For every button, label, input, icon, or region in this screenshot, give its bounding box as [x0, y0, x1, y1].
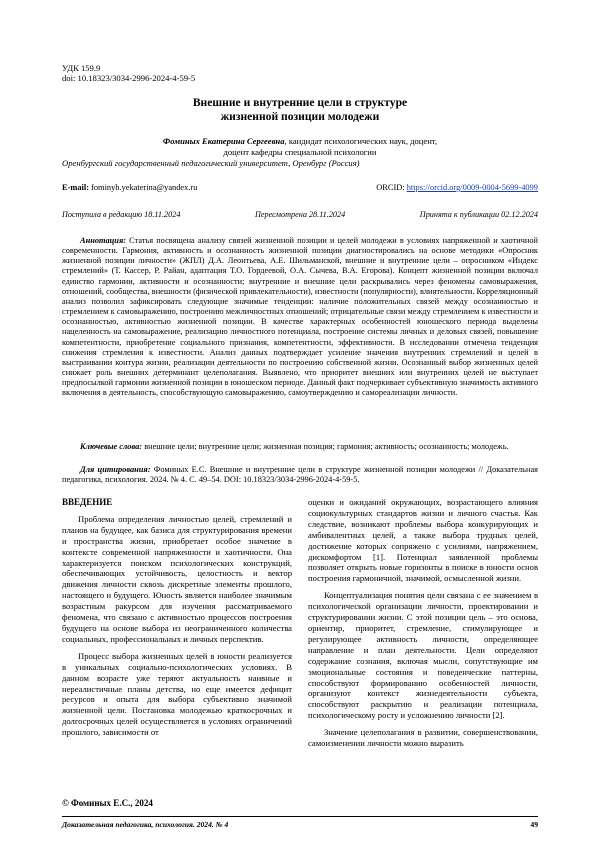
- date-accepted: Принята к публикации 02.12.2024: [419, 210, 538, 219]
- date-revised: Пересмотрена 28.11.2024: [255, 210, 346, 219]
- doi[interactable]: doi: 10.18323/3034-2996-2024-4-59-5: [62, 73, 196, 84]
- body-column-left: [62, 497, 292, 744]
- date-received: Поступила в редакцию 18.11.2024: [62, 210, 181, 219]
- email-link[interactable]: fominyh.yekaterina@yandex.ru: [91, 183, 198, 192]
- title-line-2: жизненной позиции молодежи: [220, 110, 380, 123]
- body-paragraph: Концептуализация понятия цели связана с ее значением в психологической организации личности, проектировании и структурировании жизни. С этой позиции цель – это основа, ориентир, приоритет, стремление, стимулирующее и регулирующее активность личности, определяющее направление и план деятельности. Цели определяют содержание сознания, включая мысли, сопутствующие им эмоциональные состояния и поведенческие паттерны, способствуют формированию особенностей личности, организуют контекст жизнедеятельности субъекта, способствуют раскрытию и реализации потенциала, психологическому росту и усложнению личности [2].: [308, 590, 538, 721]
- orcid-block: [376, 183, 538, 192]
- citation: [62, 465, 538, 485]
- author-line-1: [62, 136, 538, 147]
- author-block: [62, 136, 538, 169]
- author-department: доцент кафедры специальной психологии: [223, 147, 377, 157]
- submission-dates: [62, 210, 538, 219]
- footer-divider: [62, 816, 538, 817]
- article-page: [62, 0, 538, 848]
- keywords: [62, 442, 538, 452]
- article-title: [62, 96, 538, 124]
- citation-label: Для цитирования:: [80, 465, 151, 474]
- copyright-notice: © Фоминых Е.С., 2024: [62, 798, 153, 808]
- page-number: 49: [530, 820, 538, 829]
- citation-text: Фоминых Е.С. Внешние и внутренние цели в структуре жизненной позиции молодежи // Доказательная педагогика, психология. 2024. № 4. С. 49–54. DOI: 10.18323/3034-2996-2024-4-59-5.: [62, 465, 538, 485]
- section-heading: ВВЕДЕНИЕ: [62, 497, 113, 507]
- body-column-right: [308, 497, 538, 755]
- author-position: , кандидат психологических наук, доцент,: [284, 136, 438, 146]
- orcid-label: ORCID:: [376, 183, 405, 192]
- email-block: [62, 183, 197, 192]
- keywords-label: Ключевые слова:: [80, 442, 143, 451]
- body-paragraph: оценки и ожиданий окружающих, возрастающего влияния социокультурных стандартов жизни и личного счастья. Как следствие, возникают проблемы выбора конкурирующих и амбивалентных целей, а также выбора трудных целей, достижение которых сопряжено с усилиями, напряжением, дискомфортом [1]. Потенциал заявленной проблемы позволяет открыть новые горизонты в поиске в юности основ построения гармоничной, значимой, осмысленной жизни.: [308, 497, 538, 584]
- keywords-text: внешние цели; внутренние цели; жизненная позиция; гармония; активность; осознанность; молодежь.: [144, 442, 509, 451]
- author-organization: Оренбургский государственный педагогический университет, Оренбург (Россия): [62, 158, 360, 168]
- abstract-text: Статья посвящена анализу связей жизненной позиции и целей молодежи в условиях напряженной и хаотичной современности. Гармония, активность и осознанность жизненной позиции диагностировались на основе методики «Опросник жизненной позиции личности» (ЖПЛ) Д.А. Леонтьева, А.Е. Шильманской, внешние и внутренние цели – опросником «Индекс стремлений» (Т. Кассер, Р. Райан, адаптация Т.О. Гордеевой, О.А. Сычева, В.А. Егорова). Концепт жизненной позиции включал единство гармонии, активности и осознанности; внутренние и внешние цели раскрывались через феномены самовыражения, отношений, сообщества, внешности (физической привлекательности), известности (популярности), влиятельности. Корреляционный анализ позволил зафиксировать следующие значимые тенденции: наличие положительных связей между осознанностью и стремлением к самовыражению, построению межличностных отношений; отрицательные связи между стремлением к известности и осознанностью, активностью жизненной позиции. В качестве характерных особенностей юношеского периода выделены нацеленность на самовыражение, реализацию личностного потенциала, построение системы личных и деловых связей, повышение компетентности, приобретение социального признания, компетентности, эффективности. В исследовании отмечена тенденция снижения стремления к известности. Анализ данных подтверждает усиление значения внутренних стремлений и целей в выстраивании контура жизни, реализации деятельности по построению собственной жизни. Осознанный выбор жизненных целей снижает роль внешних детерминант целеполагания. Выявлено, что приоритет внешних или внутренних целей не выступает предпосылкой гармонии жизненной позиции в юношеском периоде. Данный факт подчеркивает субъективную значимость активного включения в деятельность, способствующую самовыражению, самоутверждению и самореализации личности.: [62, 236, 538, 398]
- journal-name: Доказательная педагогика, психология. 2024. № 4: [62, 820, 229, 829]
- body-paragraph: Проблема определения личностью целей, стремлений и планов на будущее, как базиса для структурирования времени и пространства жизни, приобретает особое значение в контексте современной напряженности и хаотичности. Она характеризуется поиском психологических конструкций, обеспечивающих устойчивость, целостность и вектор движения личности сквозь дискретные элементы прошлого, настоящего и будущего. Юность является наиболее значимым возрастным ракурсом для изучения рассматриваемого феномена, что связано с активностью процессов построения будущего на основе выбора из неограниченного количества социальных, профессиональных и личных перспектив.: [62, 513, 292, 644]
- contacts-row: [62, 183, 538, 192]
- udk-code: УДК 159.9: [62, 63, 101, 73]
- abstract: [62, 236, 538, 399]
- article-meta: [62, 63, 195, 84]
- orcid-link[interactable]: https://orcid.org/0009-0004-5699-4099: [406, 183, 538, 192]
- body-paragraph: Значение целеполагания в развитии, совершенствовании, самоизменении личности можно выразить: [308, 727, 538, 749]
- author-name: Фоминых Екатерина Сергеевна: [162, 136, 285, 146]
- body-paragraph: Процесс выбора жизненных целей в юности реализуется в уникальных социально-психологических условиях. В данном возрасте уже теряют актуальность наивные и нереалистичные планы детства, но еще имеется дефицит ресурсов и опыта для выбора субъективно значимой жизненной цели. Постановка молодежью краткосрочных и долгосрочных целей осуществляется в условиях ограничений прошлого, зависимости от: [62, 650, 292, 738]
- page-footer: [62, 820, 538, 829]
- abstract-label: Аннотация:: [80, 236, 127, 245]
- title-line-1: Внешние и внутренние цели в структуре: [192, 96, 408, 109]
- email-label: E-mail:: [62, 183, 89, 192]
